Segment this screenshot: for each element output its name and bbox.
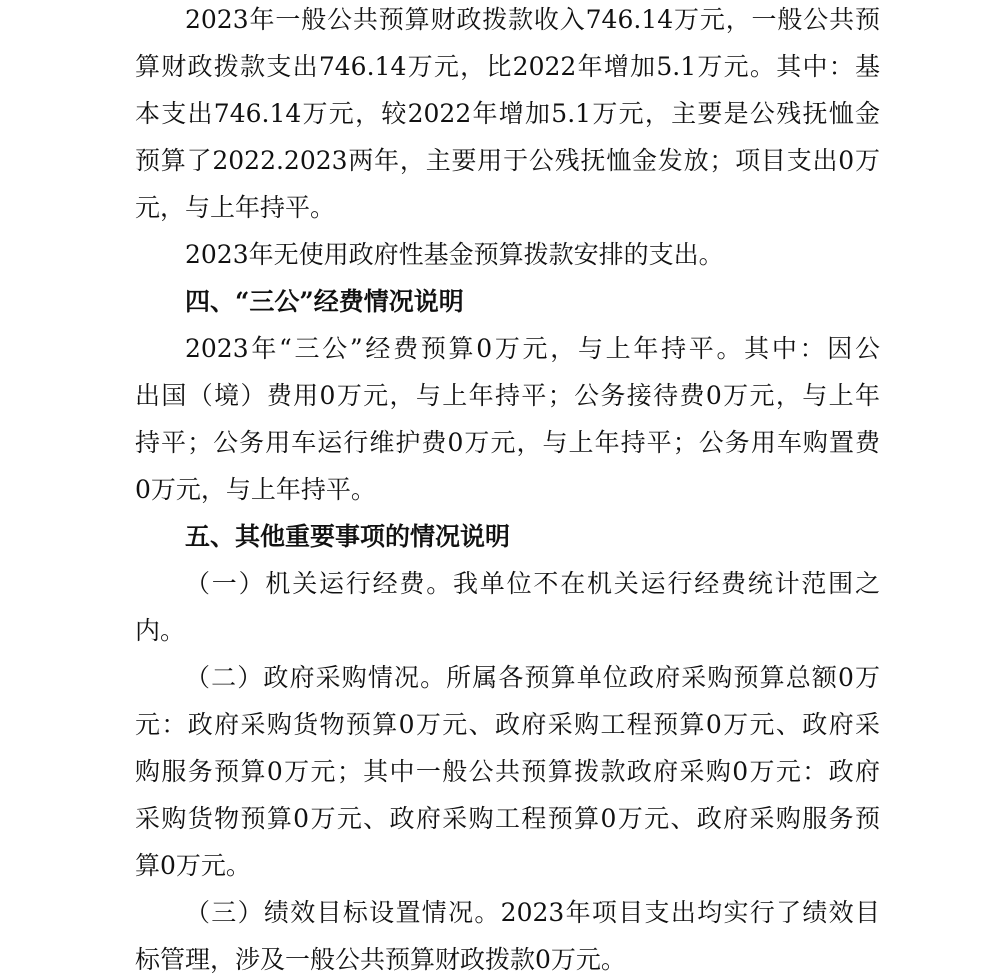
paragraph-line: 预算了2022.2023两年，主要用于公残抚恤金发放；项目支出0万 — [135, 146, 880, 175]
section-heading: 五、其他重要事项的情况说明 — [185, 522, 511, 551]
paragraph-line: 出国（境）费用0万元，与上年持平；公务接待费0万元，与上年 — [135, 381, 880, 410]
paragraph-line: （二）政府采购情况。所属各预算单位政府采购预算总额0万 — [185, 663, 880, 692]
paragraph-line: 采购货物预算0万元、政府采购工程预算0万元、政府采购服务预 — [135, 804, 880, 833]
paragraph-line: 内。 — [135, 616, 186, 645]
paragraph-line: 本支出746.14万元，较2022年增加5.1万元，主要是公残抚恤金 — [135, 99, 880, 128]
paragraph-line: 2023年一般公共预算财政拨款收入746.14万元，一般公共预 — [185, 5, 880, 34]
paragraph-line: 算财政拨款支出746.14万元，比2022年增加5.1万元。其中：基 — [135, 52, 880, 81]
paragraph-line: 元：政府采购货物预算0万元、政府采购工程预算0万元、政府采 — [135, 710, 880, 739]
paragraph-line: 标管理，涉及一般公共预算财政拨款0万元。 — [135, 945, 626, 974]
paragraph-line: 2023年无使用政府性基金预算拨款安排的支出。 — [185, 240, 724, 269]
section-heading: 四、“三公”经费情况说明 — [185, 287, 464, 316]
paragraph-line: 元，与上年持平。 — [135, 193, 336, 222]
paragraph-line: 2023年“三公”经费预算0万元，与上年持平。其中：因公 — [185, 334, 880, 363]
paragraph-line: （一）机关运行经费。我单位不在机关运行经费统计范围之 — [185, 569, 880, 598]
paragraph-line: 购服务预算0万元；其中一般公共预算拨款政府采购0万元：政府 — [135, 757, 880, 786]
paragraph-line: 0万元，与上年持平。 — [135, 475, 376, 504]
paragraph-line: 持平；公务用车运行维护费0万元，与上年持平；公务用车购置费 — [135, 428, 880, 457]
paragraph-line: （三）绩效目标设置情况。2023年项目支出均实行了绩效目 — [185, 898, 880, 927]
paragraph-line: 算0万元。 — [135, 851, 251, 880]
